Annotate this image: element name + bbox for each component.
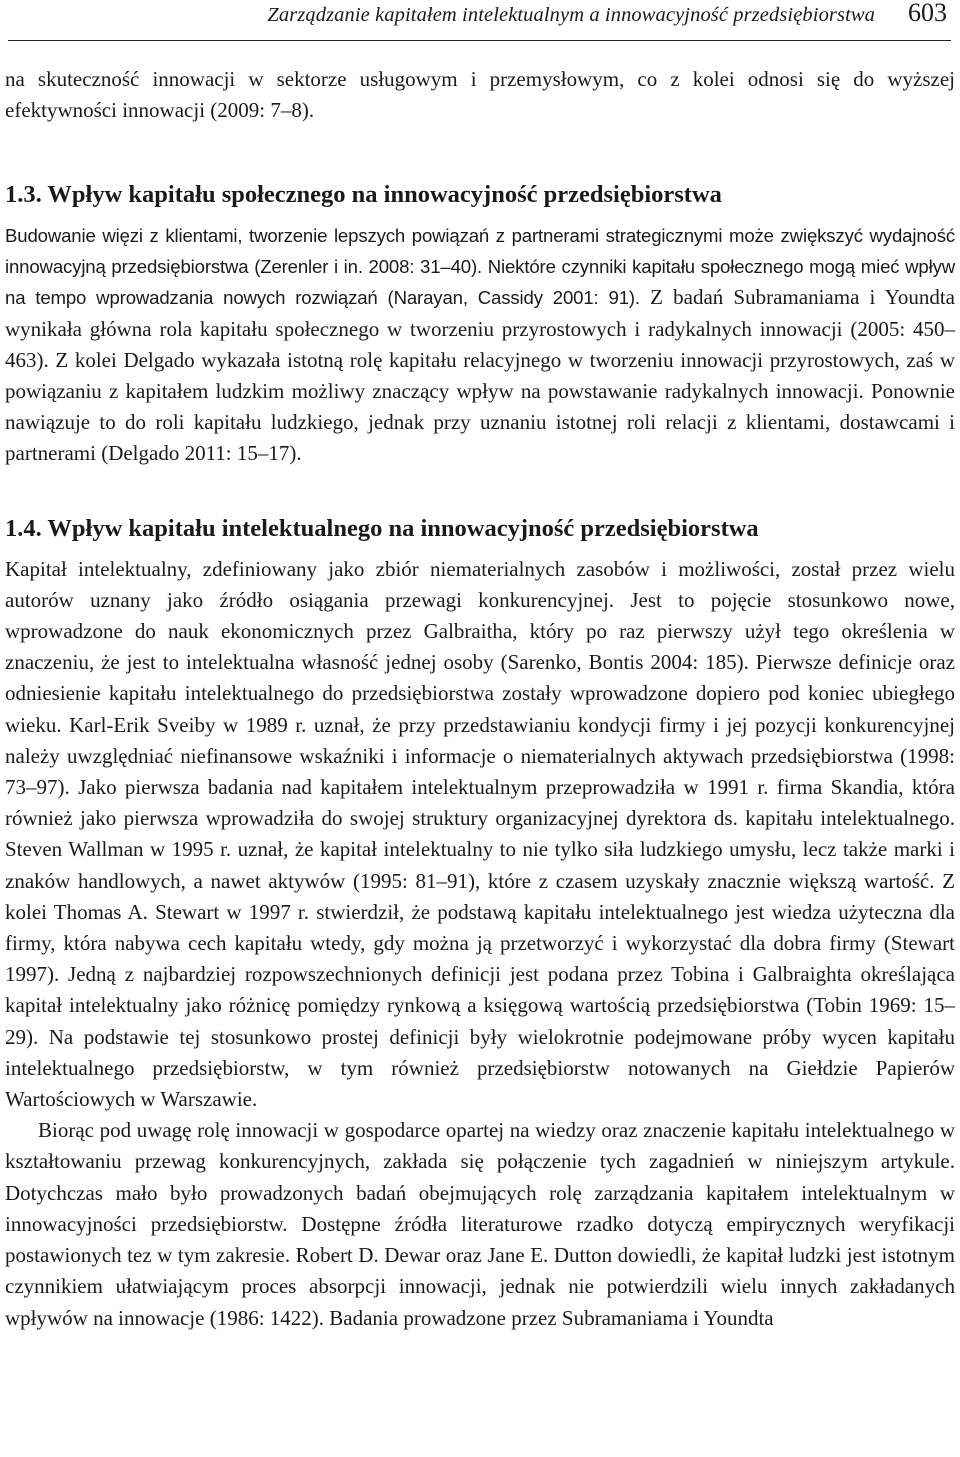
section-heading-1-3: 1.3. Wpływ kapitału społecznego na innowacyjność przedsiębiorstwa — [5, 181, 722, 208]
running-title: Zarządzanie kapitałem intelektualnym a innowacyjność przedsiębiorstwa — [267, 4, 875, 26]
paragraph-social-capital-serif-run: Z badań Subramaniama i Youndta wynikała główna rola kapitału społecznego w tworzeniu przyrostowych i radykalnych innowacji (2005: 450–463). Z kolei Delgado wykazała istotną rolę kapitału relacyjnego w tworzeniu innowacji przyrostowych, zaś w powiązaniu z kapitałem ludzkim możliwy znaczący wpływ na powstawanie radykalnych innowacji. Ponownie nawiązuje to do roli kapitału ludzkiego, jednak przy uznaniu istotnej roli relacji z klientami, dostawcami i partnerami (Delgado 2011: 15–17). — [5, 285, 956, 466]
running-header — [8, 0, 951, 41]
paragraph-innovation-role: Biorąc pod uwagę rolę innowacji w gospodarce opartej na wiedzy oraz znaczenie kapitału intelektualnego w kształtowaniu przewag konkurencyjnych, zakłada się połączenie tych zagadnień w niniejszym artykule. Dotychczas mało było prowadzonych badań obejmujących rolę zarządzania kapitałem intelektualnym w innowacyjności przedsiębiorstw. Dostępne źródła literaturowe rzadko dotyczą empirycznych weryfikacji postawionych tez w tym zakresie. Robert D. Dewar oraz Jane E. Dutton dowiedli, że kapitał ludzki jest istotnym czynnikiem ułatwiającym proces absorpcji innowacji, jednak nie potwierdzili wielu innych zakładanych wpływów na innowacje (1986: 1422). Badania prowadzone przez Subramaniama i Youndta — [5, 1118, 955, 1330]
section-heading-1-4: 1.4. Wpływ kapitału intelektualnego na innowacyjność przedsiębiorstwa — [5, 514, 759, 542]
paragraph-social-capital-sans-run: Budowanie więzi z klientami, tworzenie lepszych powiązań z partnerami strategicznymi może zwiększyć wydajność innowacyjną przedsiębiorstwa (Zerenler i in. 2008: 31–40). Niektóre czynniki kapitału społecznego mogą mieć wpływ na tempo wprowadzania nowych rozwiązań (Narayan, Cassidy 2001: 91). — [5, 225, 955, 309]
paragraph-continuation: na skuteczność innowacji w sektorze usługowym i przemysłowym, co z kolei odnosi się do wyższej efektywności innowacji (2009: 7–8). — [5, 67, 955, 123]
paragraph-social-capital — [5, 220, 955, 470]
paragraph-intellectual-capital: Kapitał intelektualny, zdefiniowany jako zbiór niematerialnych zasobów i możliwości, został przez wielu autorów uznany jako źródło osiągania przewagi konkurencyjnej. Jest to pojęcie stosunkowo nowe, wprowadzone do nauk ekonomicznych przez Galbraitha, który po raz pierwszy użył tego określenia w znaczeniu, że jest to intelektualna własność jednej osoby (Sarenko, Bontis 2004: 185). Pierwsze definicje oraz odniesienie kapitału intelektualnego do przedsiębiorstwa zostały wprowadzone dopiero pod koniec ubiegłego wieku. Karl-Erik Sveiby w 1989 r. uznał, że przy przedstawianiu kondycji firmy i jej pozycji konkurencyjnej należy uwzględniać niefinansowe wskaźniki i informacje o niematerialnych aktywach przedsiębiorstwa (1998: 73–97). Jako pierwsza badania nad kapitałem intelektualnym przeprowadziła w 1991 r. firma Skandia, która również jako pierwsza wprowadziła do swojej struktury organizacyjnej dyrektora ds. kapitału intelektualnego. Steven Wallman w 1995 r. uznał, że kapitał intelektualny to nie tylko siła ludzkiego umysłu, lecz także marki i znaków handlowych, a nawet aktywów (1995: 81–91), które z czasem uzyskały znacznie większą wartość. Z kolei Thomas A. Stewart w 1997 r. stwierdził, że podstawą kapitału intelektualnego jest wiedza użyteczna dla firmy, która nabywa cech kapitału wtedy, gdy można ją przetworzyć i wykorzystać dla dobra firmy (Stewart 1997). Jedną z najbardziej rozpowszechnionych definicji jest podana przez Tobina i Galbraighta określająca kapitał intelektualny jako różnicę pomiędzy rynkową a księgową wartością przedsiębiorstwa (Tobin 1969: 15–29). Na podstawie tej stosunkowo prostej definicji były wielokrotnie podejmowane próby wycen kapitału intelektualnego przedsiębiorstw, w tym również przedsiębiorstw notowanych na Giełdzie Papierów Wartościowych w Warszawie. — [5, 556, 955, 1112]
page-number: 603 — [908, 0, 947, 27]
body-text — [5, 64, 955, 1334]
